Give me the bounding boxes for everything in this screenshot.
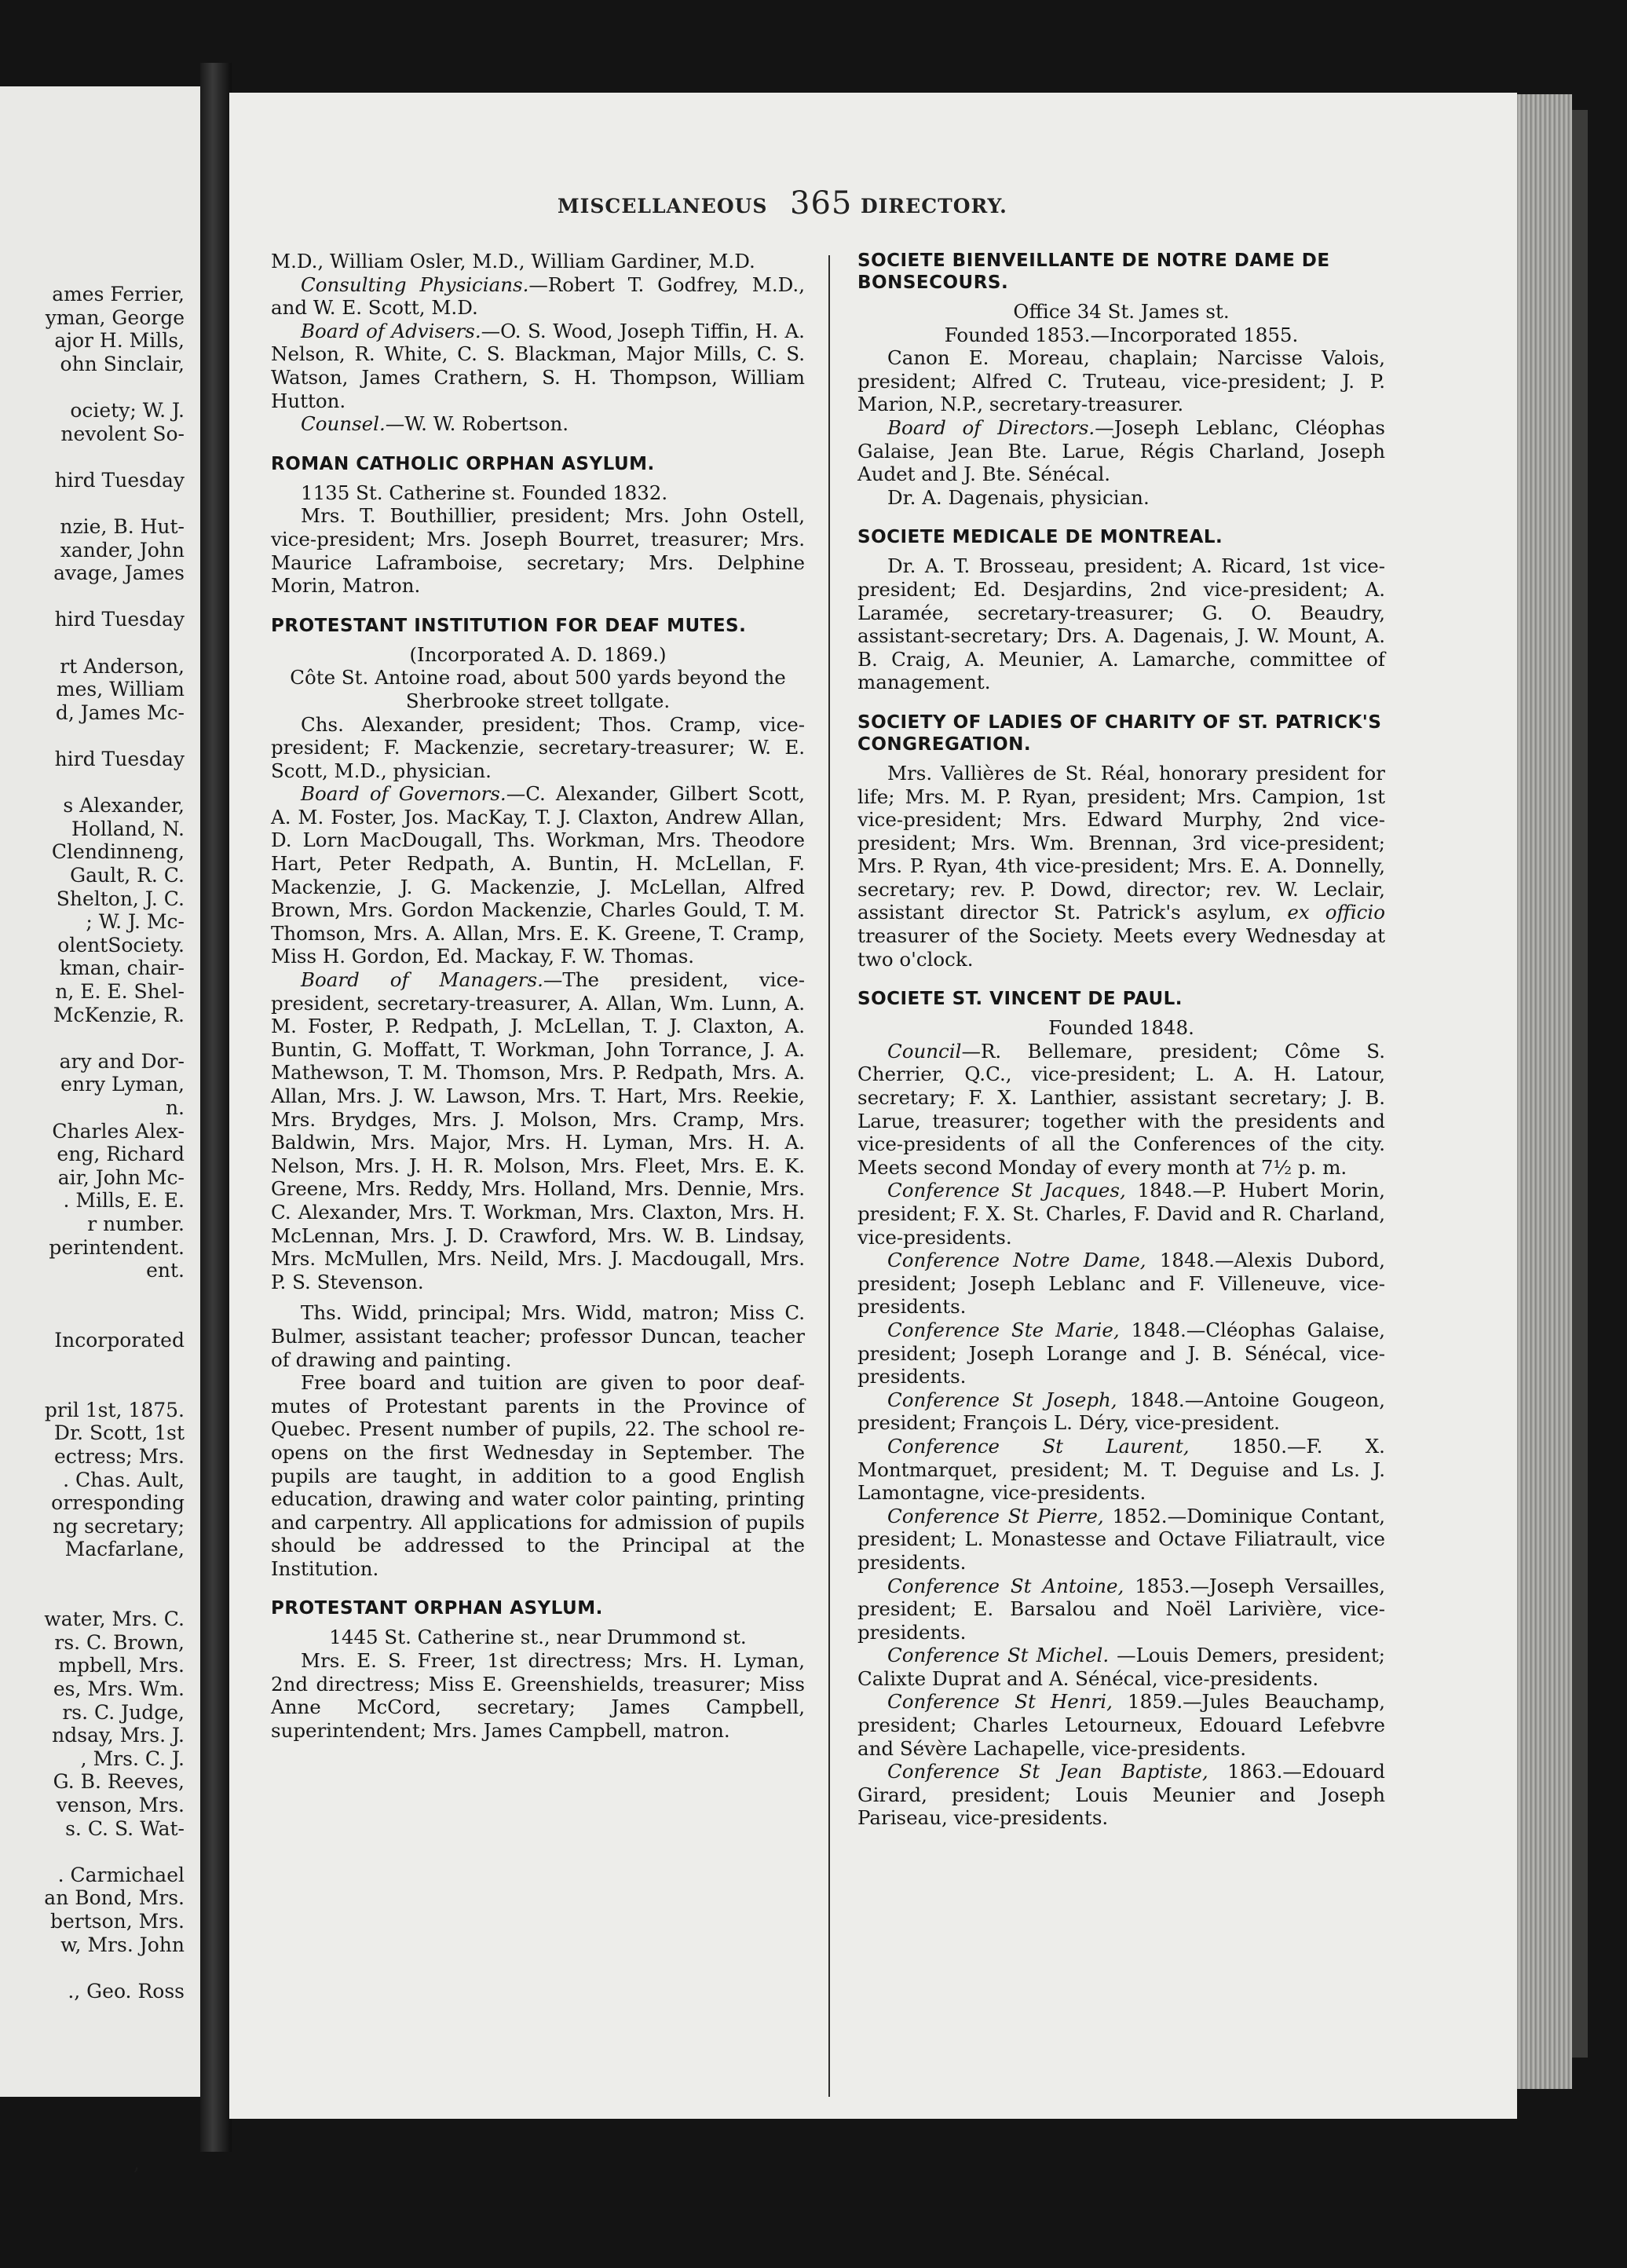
conference-entry xyxy=(857,1690,1385,1760)
conference-entry xyxy=(857,1388,1385,1435)
conference-list xyxy=(857,1179,1385,1830)
st-vincent-founded: Founded 1848. xyxy=(1048,1016,1194,1040)
conference-text: 1848.—Antoine Gougeon, president; François L. Déry, vice-president. xyxy=(857,1388,1385,1435)
ladies-text-b: treasurer of the Society. Meets every Wednesday at two o'clock. xyxy=(857,924,1385,971)
deaf-mutes-free-board: Free board and tuition are given to poor deaf-mutes of Protestant parents in the Province of Quebec. Present number of pupils, 22. The school re-opens on the first Wednesday in September. The pupils are taught, in addition to a good English education, drawing and water color painting, printing and carpentry. All applications for admission of pupils should be addressed to the Principal at the Institution. xyxy=(271,1371,805,1580)
facing-page-line: Shelton, J. C. xyxy=(56,887,185,910)
conference-text: 1848.—Cléophas Galaise, president; Joseph Lorange and J. B. Sénécal, vice-presidents. xyxy=(857,1318,1385,1388)
facing-page-line: mpbell, Mrs. xyxy=(58,1654,185,1677)
conference-text: 1853.—Joseph Versailles, president; E. Barsalou and Noël Larivière, vice-presidents. xyxy=(857,1574,1386,1644)
facing-page-line: Dr. Scott, 1st xyxy=(53,1421,185,1445)
consulting-label: Consulting Physicians. xyxy=(301,273,529,296)
heading-protestant-orphan-asylum: PROTESTANT ORPHAN ASYLUM. xyxy=(271,1598,603,1619)
facing-page-line: mes, William xyxy=(56,678,185,701)
facing-page-line: es, Mrs. Wm. xyxy=(53,1677,185,1700)
facing-page-mark: , xyxy=(133,2152,140,2175)
running-head-right: DIRECTORY. xyxy=(861,195,1007,218)
facing-page-line: olentSociety. xyxy=(57,933,185,957)
running-head-left: MISCELLANEOUS xyxy=(558,195,768,218)
ex-officio: ex officio xyxy=(1287,901,1385,924)
facing-page-line: ; W. J. Mc- xyxy=(86,910,185,934)
facing-page-line: bertson, Mrs. xyxy=(50,1910,185,1933)
facing-page-line: ary and Dor- xyxy=(59,1049,185,1073)
page-edges xyxy=(1517,94,1572,2089)
bienveillante-office: Office 34 St. James st. xyxy=(1013,300,1230,323)
facing-page-line: venson, Mrs. xyxy=(56,1794,185,1816)
facing-page-line: nevolent So- xyxy=(60,422,185,445)
conference-name: Conference St Henri, xyxy=(887,1690,1113,1714)
deaf-mutes-officers: Chs. Alexander, president; Thos. Cramp, vice-president; F. Mackenzie, secretary-treasurer; W. E. Scott, M.D., physician. xyxy=(271,712,805,782)
conference-entry xyxy=(857,1179,1385,1249)
facing-page-line: ., Geo. Ross xyxy=(68,1979,185,2003)
facing-page-line: hird Tuesday xyxy=(54,468,185,492)
right-column xyxy=(857,250,1385,1830)
advisers-label: Board of Advisers. xyxy=(301,319,481,342)
facing-page-line: s Alexander, xyxy=(63,794,185,818)
directors-text: —Joseph Leblanc, Cléophas Galaise, Jean Bte. Larue, Régis Charland, Joseph Audet and J. Bte. Sénécal. xyxy=(857,415,1386,486)
facing-page-line: ames Ferrier, xyxy=(52,283,185,305)
managers-label: Board of Managers. xyxy=(301,968,543,992)
conference-text: 1848.—P. Hubert Morin, president; F. X. St. Charles, F. David and R. Charland, vice-presidents. xyxy=(857,1179,1385,1249)
bienveillante-directors xyxy=(857,416,1385,486)
facing-page-line: enry Lyman, xyxy=(60,1073,185,1096)
conference-entry xyxy=(857,1575,1385,1644)
facing-page-line: Incorporated xyxy=(54,1329,185,1352)
conference-name: Conference St Michel. xyxy=(887,1644,1110,1667)
medicale-officers: Dr. A. T. Brosseau, president; A. Ricard, 1st vice-president; Ed. Desjardins, 2nd vice-president; A. Laramée, secretary-treasurer; G. O. Beaudry, assistant-secretary; Drs. A. Dagenais, J. W. Mount, A. B. Craig, A. Meunier, A. Lamarche, committee of management. xyxy=(857,554,1385,694)
facing-page-line: rs. C. Judge, xyxy=(62,1700,185,1724)
facing-page-line: Holland, N. xyxy=(71,817,185,840)
conference-text: 1850.—F. X. Montmarquet, president; M. T. Deguise and Ls. J. Lamontagne, vice-presidents. xyxy=(857,1434,1385,1505)
protestant-orphan-address: 1445 St. Catherine st., near Drummond st. xyxy=(329,1626,747,1649)
council-label: Council xyxy=(887,1039,962,1063)
facing-page-line: Charles Alex- xyxy=(52,1119,185,1143)
column-rule xyxy=(828,255,830,2097)
facing-page-line: yman, George xyxy=(45,305,185,329)
facing-page-line: ndsay, Mrs. J. xyxy=(52,1724,185,1747)
advisers-text: —O. S. Wood, Joseph Tiffin, H. A. Nelson, R. White, C. S. Blackman, Major Mills, C. S. Watson, James Crathern, S. H. Thompson, William Hutton. xyxy=(271,319,805,412)
conference-name: Conference St Antoine, xyxy=(887,1574,1124,1597)
facing-page-line: pril 1st, 1875. xyxy=(44,1398,185,1421)
consulting-physicians xyxy=(271,273,805,320)
deaf-mutes-address: Côte St. Antoine road, about 500 yards beyond the Sherbrooke street tollgate. xyxy=(290,666,786,712)
facing-page-line: avage, James xyxy=(53,562,185,585)
governors-text: —C. Alexander, Gilbert Scott, A. M. Foster, Jos. MacKay, T. J. Claxton, Andrew Allan, D. Lorn MacDougall, Ths. Workman, Mrs. Theodore Hart, Peter Redpath, A. Buntin, H. McLellan, F. Mackenzie, J. G. Mackenzie, J. McLellan, Alfred Brown, Mrs. Gordon Mackenzie, Charles Gould, T. M. Thomson, Mrs. A. Allan, Mrs. E. K. Greene, T. Cramp, Miss H. Gordon, Ed. Mackay, F. W. Thomas. xyxy=(271,782,805,968)
facing-page-line: McKenzie, R. xyxy=(53,1003,185,1026)
heading-rc-orphan-asylum: ROMAN CATHOLIC ORPHAN ASYLUM. xyxy=(271,453,655,474)
book-cover-edge xyxy=(1572,110,1588,2058)
managers-text: —The president, vice-president, secretary-treasurer, A. Allan, Wm. Lunn, A. M. Foster, P. Redpath, J. McLellan, T. J. Claxton, A. Buntin, G. Moffatt, T. Workman, John Torrance, J. A. Mathewson, T. M. Thomson, Mrs. P. Redpath, Mrs. A. Allan, Mrs. J. W. Lawson, Mrs. T. Hart, Mrs. Reekie, Mrs. Brydges, Mrs. J. Molson, Mrs. Cramp, Mrs. Baldwin, Mrs. Major, Mrs. H. Lyman, Mrs. H. A. Nelson, Mrs. J. H. R. Molson, Mrs. Fleet, Mrs. E. K. Greene, Mrs. Reddy, Mrs. Holland, Mrs. Dennie, Mrs. C. Alexander, Mrs. T. Workman, Mrs. Claxton, Mrs. H. McLennan, Mrs. J. D. Crawford, Mrs. W. B. Lindsay, Mrs. McMullen, Mrs. Neild, Mrs. J. Macdougall, Mrs. P. S. Stevenson. xyxy=(271,968,805,1293)
conference-name: Conference Ste Marie, xyxy=(887,1318,1120,1341)
consulting-text: —Robert T. Godfrey, M.D., and W. E. Scott, M.D. xyxy=(271,273,805,320)
left-column xyxy=(271,250,805,1742)
conference-entry xyxy=(857,1435,1385,1505)
board-of-governors xyxy=(271,782,805,968)
conference-name: Conference St Joseph, xyxy=(887,1388,1117,1411)
facing-page-line: ociety; W. J. xyxy=(70,399,185,422)
protestant-orphan-officers: Mrs. E. S. Freer, 1st directress; Mrs. H. Lyman, 2nd directress; Miss E. Greenshields, treasurer; Miss Anne McCord, secretary; James Campbell, superintendent; Mrs. James Campbell, matron. xyxy=(271,1649,805,1742)
conference-text: —Louis Demers, president; Calixte Duprat and A. Sénécal, vice-presidents. xyxy=(857,1644,1385,1690)
facing-page-line: orresponding xyxy=(51,1491,185,1515)
facing-page-line: an Bond, Mrs. xyxy=(44,1886,185,1910)
facing-page-line: eng, Richard xyxy=(57,1143,185,1166)
facing-page-line: n, E. E. Shel- xyxy=(55,980,185,1003)
deaf-mutes-incorporated: (Incorporated A. D. 1869.) xyxy=(409,642,667,666)
directors-label: Board of Directors. xyxy=(887,415,1095,439)
board-of-advisers xyxy=(271,320,805,412)
facing-page-line: w, Mrs. John xyxy=(60,1933,185,1956)
board-of-managers xyxy=(271,968,805,1293)
facing-page-line: ng secretary; xyxy=(53,1514,185,1538)
facing-page-line: ectress; Mrs. xyxy=(54,1445,185,1468)
facing-page-fragment xyxy=(0,86,200,2175)
facing-page-line: , Mrs. C. J. xyxy=(80,1747,185,1770)
conference-entry xyxy=(857,1644,1385,1690)
bienveillante-officers: Canon E. Moreau, chaplain; Narcisse Valois, president; Alfred C. Truteau, vice-president; J. P. Marion, N.P., secretary-treasurer. xyxy=(857,346,1385,416)
facing-page-line: air, John Mc- xyxy=(57,1165,185,1189)
conference-entry xyxy=(857,1760,1385,1830)
facing-page-line: G. B. Reeves, xyxy=(53,1770,185,1794)
governors-label: Board of Governors. xyxy=(301,782,506,806)
facing-page-line: ajor H. Mills, xyxy=(54,329,185,353)
facing-page-line: nzie, B. Hut- xyxy=(60,515,185,538)
conference-name: Conference St Pierre, xyxy=(887,1504,1104,1527)
facing-page-line: n. xyxy=(165,1096,185,1119)
conference-name: Conference St Laurent, xyxy=(887,1434,1190,1458)
bienveillante-founded: Founded 1853.—Incorporated 1855. xyxy=(944,323,1299,346)
facing-page-line: Gault, R. C. xyxy=(70,864,185,887)
conference-entry xyxy=(857,1319,1385,1388)
counsel-label: Counsel. xyxy=(301,412,386,436)
facing-page-line: xander, John xyxy=(60,538,185,562)
facing-page-line: hird Tuesday xyxy=(54,608,185,631)
counsel xyxy=(271,412,805,436)
conference-name: Conference St Jean Baptiste, xyxy=(887,1760,1208,1783)
conference-name: Conference Notre Dame, xyxy=(887,1249,1146,1272)
council-text: —R. Bellemare, president; Côme S. Cherrier, Q.C., vice-president; L. A. H. Latour, secretary; F. X. Lanthier, assistant secretary; J. B. Larue, treasurer; together with the presidents and vice-presidents of all the Conferences of the city. Meets second Monday of every month at 7½ p. m. xyxy=(857,1039,1385,1179)
conference-text: 1859.—Jules Beauchamp, president; Charles Letourneux, Edouard Lefebvre and Sévère Lachapelle, vice-presidents. xyxy=(857,1690,1385,1760)
conference-text: 1863.—Edouard Girard, president; Louis Meunier and Joseph Pariseau, vice-presidents. xyxy=(857,1760,1385,1830)
facing-page-line: d, James Mc- xyxy=(55,701,185,724)
facing-page-line: . Chas. Ault, xyxy=(63,1468,185,1491)
facing-page-line: Clendinneng, xyxy=(51,840,185,864)
facing-page-line: hird Tuesday xyxy=(54,748,185,770)
conference-entry xyxy=(857,1505,1385,1575)
counsel-text: —W. W. Robertson. xyxy=(385,412,569,436)
heading-st-vincent-de-paul: SOCIETE ST. VINCENT DE PAUL. xyxy=(857,989,1183,1010)
facing-page-line: perintendent. xyxy=(49,1235,185,1259)
facing-page-line: rs. C. Brown, xyxy=(54,1630,185,1654)
deaf-mutes-staff: Ths. Widd, principal; Mrs. Widd, matron; Miss C. Bulmer, assistant teacher; professor Duncan, teacher of drawing and painting. xyxy=(271,1301,805,1371)
bienveillante-physician: Dr. A. Dagenais, physician. xyxy=(887,485,1150,509)
book-gutter xyxy=(200,63,232,2152)
facing-page-line: water, Mrs. C. xyxy=(44,1608,185,1631)
page-number: 365 xyxy=(790,185,853,221)
facing-page-line: . Carmichael xyxy=(57,1863,185,1886)
facing-page-line: ent. xyxy=(146,1259,185,1282)
heading-societe-medicale: SOCIETE MEDICALE DE MONTREAL. xyxy=(857,527,1223,548)
facing-page-line: s. C. S. Wat- xyxy=(65,1816,185,1840)
facing-page-line: ohn Sinclair, xyxy=(60,352,185,375)
conference-text: 1852.—Dominique Contant, president; L. Monastesse and Octave Filiatrault, vice presidents. xyxy=(857,1504,1385,1574)
continued-entry: M.D., William Osler, M.D., William Gardiner, M.D. xyxy=(271,250,755,273)
st-vincent-council xyxy=(857,1040,1385,1180)
conference-name: Conference St Jacques, xyxy=(887,1179,1126,1202)
ladies-of-charity-officers xyxy=(857,762,1385,971)
conference-text: 1848.—Alexis Dubord, president; Joseph Leblanc and F. Villeneuve, vice-presidents. xyxy=(857,1249,1385,1319)
facing-page-line: Macfarlane, xyxy=(64,1538,185,1561)
running-head xyxy=(558,185,1060,232)
ladies-text-a: Mrs. Vallières de St. Réal, honorary president for life; Mrs. M. P. Ryan, president; Mrs. Campion, 1st vice-president; Mrs. Edward Murphy, 2nd vice-president; Mrs. Wm. Brennan, 3rd vice-president; Mrs. P. Ryan, 4th vice-president; Mrs. E. A. Donnelly, secretary; rev. P. Dowd, director; rev. W. Leclair, assistant director St. Patrick's asylum, xyxy=(857,761,1385,924)
rc-orphan-address: 1135 St. Catherine st. Founded 1832. xyxy=(301,481,668,504)
heading-societe-bienveillante: SOCIETE BIENVEILLANTE DE NOTRE DAME DE BONSECOURS. xyxy=(857,251,1330,293)
facing-page-line: . Mills, E. E. xyxy=(63,1189,185,1213)
heading-deaf-mutes: PROTESTANT INSTITUTION FOR DEAF MUTES. xyxy=(271,615,747,636)
rc-orphan-officers: Mrs. T. Bouthillier, president; Mrs. John Ostell, vice-president; Mrs. Joseph Bourret, treasurer; Mrs. Maurice Laframboise, secretary; Mrs. Delphine Morin, Matron. xyxy=(271,504,805,598)
facing-page-line: kman, chair- xyxy=(59,957,185,980)
facing-page-line: rt Anderson, xyxy=(60,654,185,678)
facing-page-line: r number. xyxy=(87,1213,185,1235)
heading-ladies-of-charity: SOCIETY OF LADIES OF CHARITY OF ST. PATRICK'S CONGREGATION. xyxy=(857,711,1382,755)
conference-entry xyxy=(857,1249,1385,1319)
